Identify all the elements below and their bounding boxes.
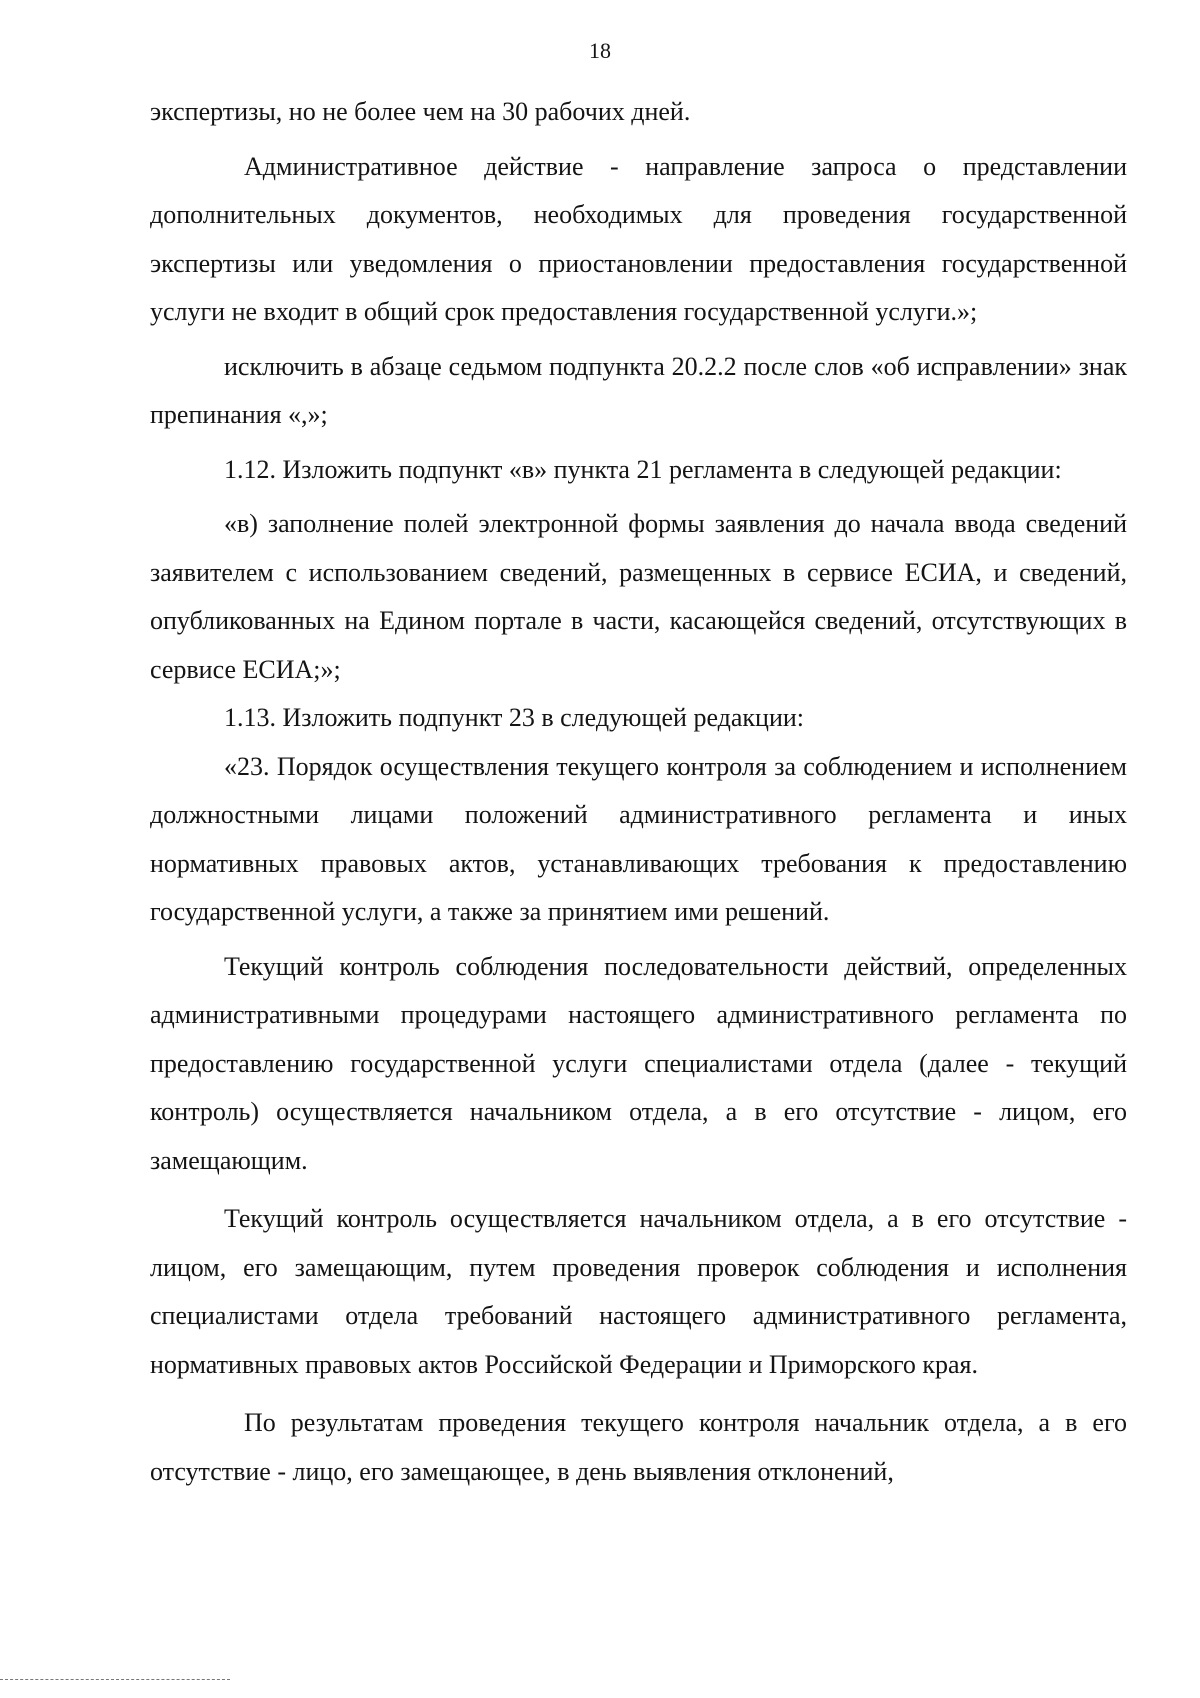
paragraph-7: «23. Порядок осуществления текущего контроля за соблюдением и исполнением должностными лицами положений административного регламента и иных нормативных правовых актов, устанавливающих требования к предоставлению государственной услуги, а также за принятием ими решений. — [150, 751, 1127, 926]
page-number: 18 — [589, 38, 611, 63]
scan-edge-line — [0, 1679, 230, 1680]
paragraph-6: 1.13. Изложить подпункт 23 в следующей редакции: — [224, 703, 805, 732]
paragraph-10: По результатам проведения текущего контроля начальник отдела, а в его отсутствие - лицо, его замещающее, в день выявления отклонений, — [150, 1408, 1127, 1486]
paragraph-8: Текущий контроль соблюдения последовательности действий, определенных административными процедурами настоящего административного регламента по предоставлению государственной услуги специалистами отдела (далее - текущий контроль) осуществляется начальником отдела, а в его отсутствие - лицом, его замещающим. — [150, 951, 1127, 1175]
document-body — [150, 88, 1127, 1496]
paragraph-9: Текущий контроль осуществляется начальником отдела, а в его отсутствие - лицом, его замещающим, путем проведения проверок соблюдения и исполнения специалистами отдела требований настоящего административного регламента, нормативных правовых актов Российской Федерации и Приморского края. — [150, 1204, 1127, 1379]
paragraph-5: «в) заполнение полей электронной формы заявления до начала ввода сведений заявителем с использованием сведений, размещенных в сервисе ЕСИА, и сведений, опубликованных на Едином портале в части, касающейся сведений, отсутствующих в сервисе ЕСИА;»; — [150, 509, 1127, 684]
paragraph-2: Административное действие - направление запроса о представлении дополнительных документов, необходимых для проведения государственной экспертизы или уведомления о приостановлении предоставления государственной услуги не входит в общий срок предоставления государственной услуги.»; — [150, 151, 1127, 326]
paragraph-1: экспертизы, но не более чем на 30 рабочих дней. — [150, 97, 691, 126]
paragraph-4: 1.12. Изложить подпункт «в» пункта 21 регламента в следующей редакции: — [224, 454, 1062, 484]
paragraph-3: исключить в абзаце седьмом подпункта 20.2.2 после слов «об исправлении» знак препинания «,»; — [150, 351, 1127, 429]
